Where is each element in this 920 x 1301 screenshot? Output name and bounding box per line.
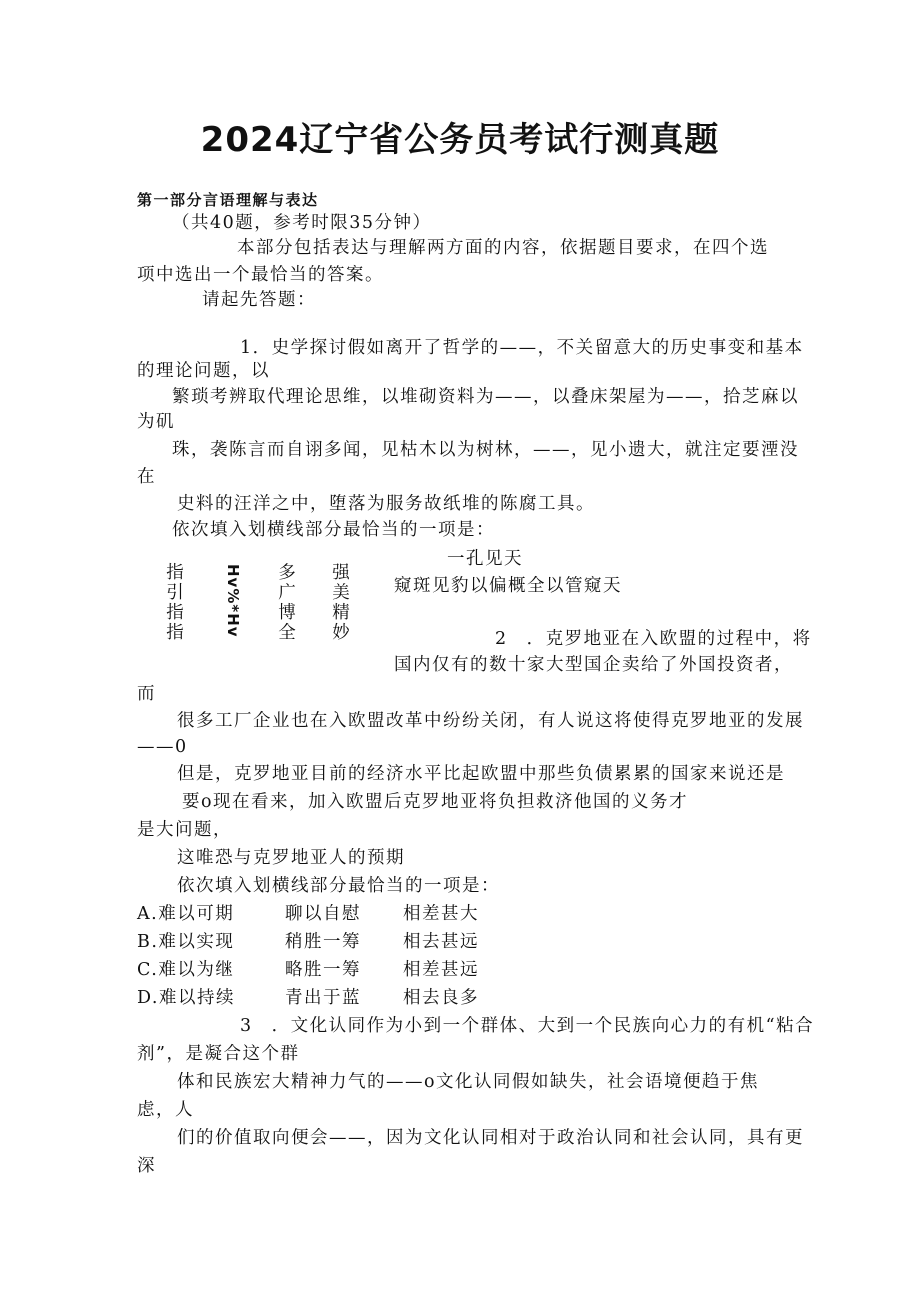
q1-col4-item: 妙 (332, 623, 350, 643)
q1-col1-item: 引 (166, 583, 184, 603)
q1-col1-item: 指 (166, 603, 184, 623)
q1-col1-item: 指 (166, 623, 184, 643)
q1-col2-item: * (224, 604, 242, 614)
q1-right-option-2: 窥斑见豹以偏概全以管窥天 (394, 576, 622, 596)
q2-option-d (137, 987, 479, 1009)
q1-column-1 (162, 563, 188, 643)
q3-line-5: 们的价值取向便会——，因为文化认同相对于政治认同和社会认同，具有更 (177, 1128, 804, 1148)
q1-col4-item: 强 (332, 563, 350, 583)
q2-prompt: 依次填入划横线部分最恰当的一项是： (177, 876, 500, 896)
q2-line-6: 但是，克罗地亚目前的经济水平比起欧盟中那些负债累累的国家来说还是 (177, 764, 785, 784)
intro-line-2: 项中选出一个最恰当的答案。 (137, 265, 384, 285)
q1-col1-item: 指 (166, 563, 184, 583)
q3-line-4: 虑，人 (137, 1100, 194, 1120)
q2-line-4: 很多工厂企业也在入欧盟改革中纷纷关闭，有人说这将使得克罗地亚的发展 (177, 711, 804, 731)
q1-col3-item: 多 (278, 563, 296, 583)
q3-line-2: 剂”，是凝合这个群 (137, 1044, 300, 1064)
q1-col3-item: 博 (278, 603, 296, 623)
q1-line-3: 繁琐考辨取代理论思维，以堆砌资料为——，以叠床架屋为——，拾芝麻以 (172, 387, 799, 407)
q1-col3-item: 广 (278, 583, 296, 603)
q1-line-5: 珠，袭陈言而自诩多闻，见枯木以为树林，——，见小遗大，就注定要湮没 (172, 440, 799, 460)
q3-line-1: 3 ．文化认同作为小到一个群体、大到一个民族向心力的有机“粘合 (240, 1016, 815, 1036)
q2-line-8: 是大问题， (137, 820, 232, 840)
q2-option-b (137, 931, 479, 953)
q1-prompt: 依次填入划横线部分最恰当的一项是： (172, 520, 495, 540)
option-choice: 相差甚远 (403, 960, 479, 980)
q3-line-6: 深 (137, 1156, 156, 1176)
option-label: B.难以实现 (137, 932, 235, 952)
q1-line-7: 史料的汪洋之中，堕落为服务故纸堆的陈腐工具。 (177, 494, 595, 514)
q2-line-5: ——0 (137, 737, 188, 757)
q2-line-9: 这唯恐与克罗地亚人的预期 (177, 848, 405, 868)
q1-col2-item: Hv (224, 613, 242, 638)
part-heading: 第一部分言语理解与表达 (137, 191, 319, 209)
q2-line-1: 2 ．克罗地亚在入欧盟的过程中，将 (495, 629, 812, 649)
q1-col4-item: 美 (332, 583, 350, 603)
q1-col2-item: % (224, 588, 242, 605)
part-note: （共40题，参考时限35分钟） (172, 213, 432, 233)
q1-line-4: 为矶 (137, 412, 175, 432)
q1-right-option-1: 一孔见天 (447, 549, 523, 569)
start-text: 请起先答题： (202, 290, 316, 310)
intro-line-1: 本部分包括表达与理解两方面的内容，依据题目要求，在四个选 (237, 238, 769, 258)
q1-col2-item: Hv (224, 564, 242, 589)
option-choice: 相差甚大 (403, 904, 479, 924)
q2-option-c (137, 959, 479, 981)
q1-line-6: 在 (137, 467, 156, 487)
option-choice: 青出于蓝 (285, 988, 361, 1008)
q1-column-3 (274, 563, 300, 643)
q2-line-3: 而 (137, 684, 156, 704)
option-choice: 相去良多 (403, 988, 479, 1008)
q1-line-2: 的理论问题，以 (137, 361, 270, 381)
option-choice: 稍胜一筹 (285, 932, 361, 952)
q1-col4-item: 精 (332, 603, 350, 623)
option-label: A.难以可期 (137, 904, 235, 924)
option-choice: 聊以自慰 (285, 904, 361, 924)
q1-column-4 (328, 563, 354, 643)
q1-column-2 (222, 564, 242, 642)
q2-option-a (137, 903, 479, 925)
q1-col3-item: 全 (278, 623, 296, 643)
page-title: 2024辽宁省公务员考试行测真题 (200, 120, 720, 160)
q3-line-3: 体和民族宏大精神力气的——o文化认同假如缺失，社会语境便趋于焦 (177, 1072, 760, 1092)
q2-line-7: 要o现在看来，加入欧盟后克罗地亚将负担救济他国的义务才 (182, 792, 689, 812)
option-label: D.难以持续 (137, 988, 235, 1008)
option-choice: 略胜一筹 (285, 960, 361, 980)
q2-line-2: 国内仅有的数十家大型国企卖给了外国投资者， (394, 655, 793, 675)
q1-line-1: 1．史学探讨假如离开了哲学的——，不关留意大的历史事变和基本 (240, 338, 804, 358)
option-choice: 相去甚远 (403, 932, 479, 952)
option-label: C.难以为继 (137, 960, 235, 980)
